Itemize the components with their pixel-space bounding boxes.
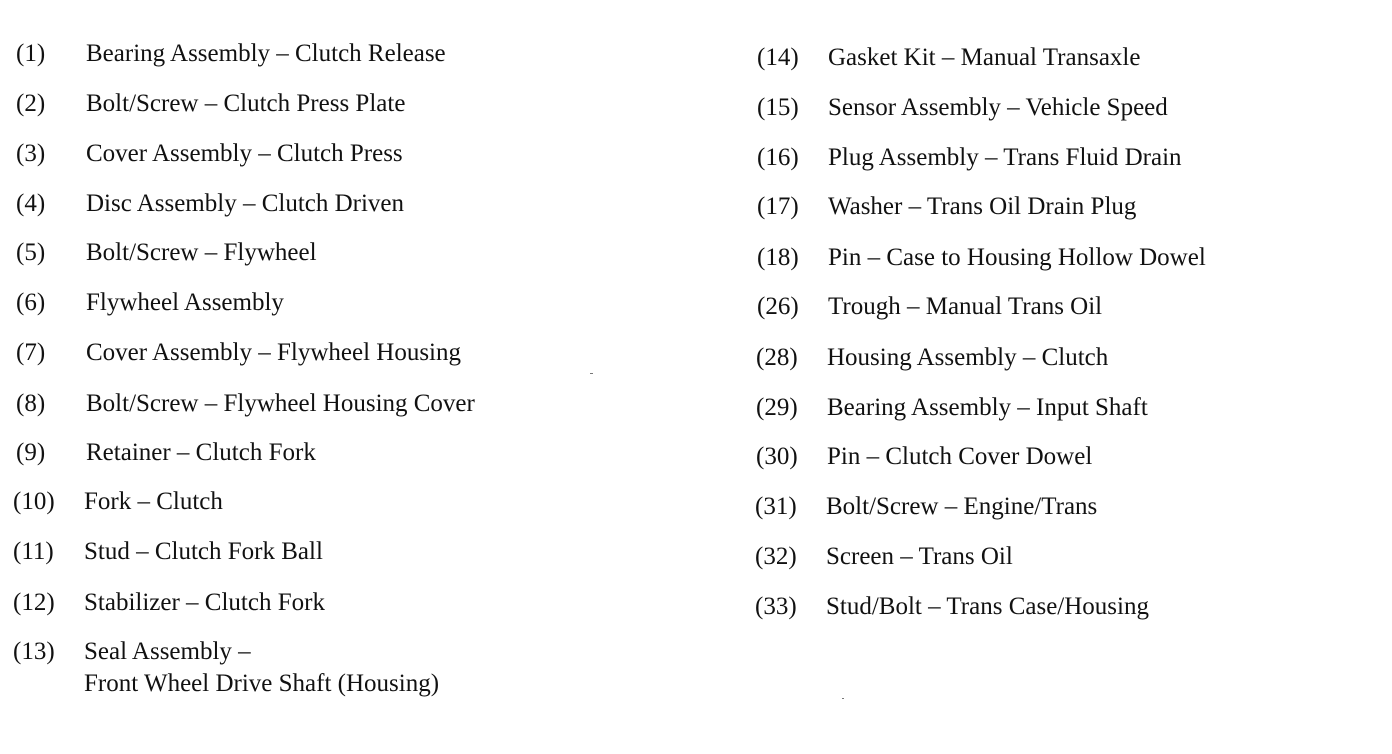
item-description: Bolt/Screw – Clutch Press Plate (86, 90, 406, 117)
item-description: Screen – Trans Oil (826, 543, 1013, 570)
item-description: Pin – Clutch Cover Dowel (827, 443, 1093, 470)
item-description: Bolt/Screw – Flywheel Housing Cover (86, 390, 475, 417)
item-number: (9) (16, 439, 46, 466)
item-description: Sensor Assembly – Vehicle Speed (828, 94, 1168, 121)
item-number: (16) (757, 144, 799, 171)
item-number: (3) (16, 140, 46, 167)
item-number: (14) (757, 44, 799, 71)
item-number: (2) (16, 90, 46, 117)
item-description: Pin – Case to Housing Hollow Dowel (828, 244, 1206, 271)
item-description: Washer – Trans Oil Drain Plug (828, 193, 1137, 220)
item-description: Stabilizer – Clutch Fork (84, 589, 325, 616)
scan-speck (842, 698, 844, 699)
item-number: (18) (757, 244, 799, 271)
item-number: (11) (13, 538, 54, 565)
item-description: Bearing Assembly – Input Shaft (827, 394, 1148, 421)
item-description: Stud – Clutch Fork Ball (84, 538, 323, 565)
item-number: (31) (755, 493, 797, 520)
item-description: Disc Assembly – Clutch Driven (86, 190, 405, 217)
item-number: (10) (13, 488, 55, 515)
item-number: (12) (13, 589, 55, 616)
item-number: (15) (757, 94, 799, 121)
item-number: (8) (16, 390, 46, 417)
item-description-continued: Front Wheel Drive Shaft (Housing) (84, 670, 440, 697)
item-number: (17) (757, 193, 799, 220)
item-number: (29) (756, 394, 798, 421)
item-number: (13) (13, 638, 55, 665)
item-description: Plug Assembly – Trans Fluid Drain (828, 144, 1182, 171)
scan-speck (590, 373, 593, 374)
item-number: (4) (16, 190, 46, 217)
item-number: (33) (755, 593, 797, 620)
item-description: Stud/Bolt – Trans Case/Housing (826, 593, 1149, 620)
item-description: Bolt/Screw – Flywheel (86, 239, 317, 266)
item-number: (1) (16, 40, 46, 67)
item-description: Flywheel Assembly (86, 289, 284, 316)
item-description: Housing Assembly – Clutch (827, 344, 1109, 371)
item-number: (26) (757, 293, 799, 320)
item-description: Retainer – Clutch Fork (86, 439, 316, 466)
item-number: (32) (755, 543, 797, 570)
item-description: Bolt/Screw – Engine/Trans (826, 493, 1098, 520)
item-description: Fork – Clutch (84, 488, 223, 515)
item-description: Trough – Manual Trans Oil (828, 293, 1103, 320)
item-description: Seal Assembly – (84, 638, 251, 665)
item-number: (30) (756, 443, 798, 470)
item-number: (7) (16, 339, 46, 366)
item-description: Gasket Kit – Manual Transaxle (828, 44, 1141, 71)
item-description: Cover Assembly – Flywheel Housing (86, 339, 461, 366)
item-number: (6) (16, 289, 46, 316)
item-number: (28) (756, 344, 798, 371)
item-description: Bearing Assembly – Clutch Release (86, 40, 446, 67)
item-description: Cover Assembly – Clutch Press (86, 140, 403, 167)
item-number: (5) (16, 239, 46, 266)
